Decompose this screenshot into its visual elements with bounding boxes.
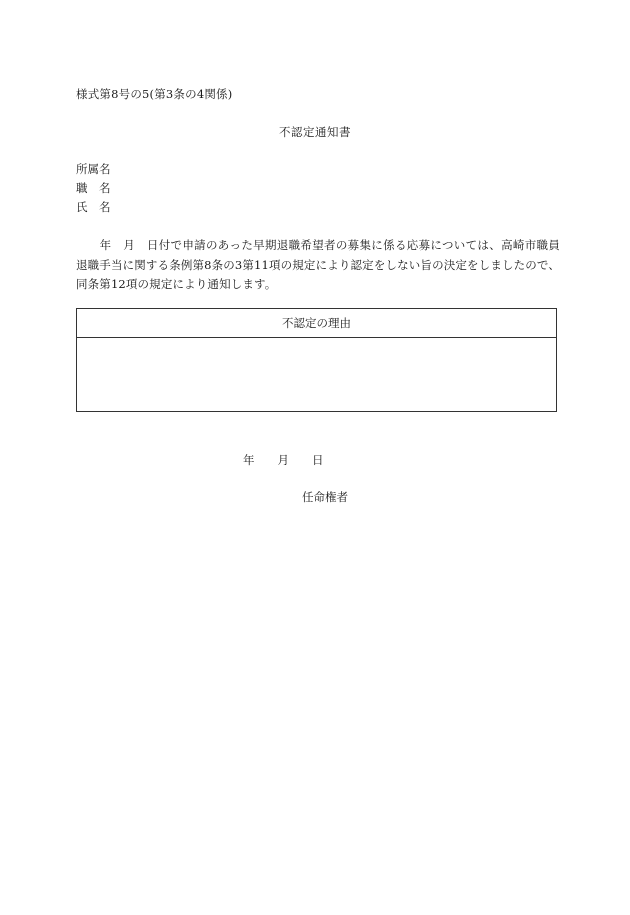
form-number: 様式第8号の5(第3条の4関係)	[76, 87, 233, 101]
reason-table	[76, 308, 557, 412]
appointing-authority: 任命権者	[302, 490, 348, 504]
affiliation-label: 所属名	[76, 162, 111, 176]
reason-header: 不認定の理由	[77, 309, 556, 338]
date-line: 年 月 日	[243, 453, 324, 467]
name-label: 氏 名	[76, 200, 111, 214]
notification-body: 年 月 日付で申請のあった早期退職希望者の募集に係る応募については、高崎市職員退職手当に関する条例第8条の3第11項の規定により認定をしない旨の決定をしましたので、同条第12項の規定により通知します。	[76, 238, 560, 291]
document-title: 不認定通知書	[279, 125, 351, 139]
position-label: 職 名	[76, 181, 111, 195]
